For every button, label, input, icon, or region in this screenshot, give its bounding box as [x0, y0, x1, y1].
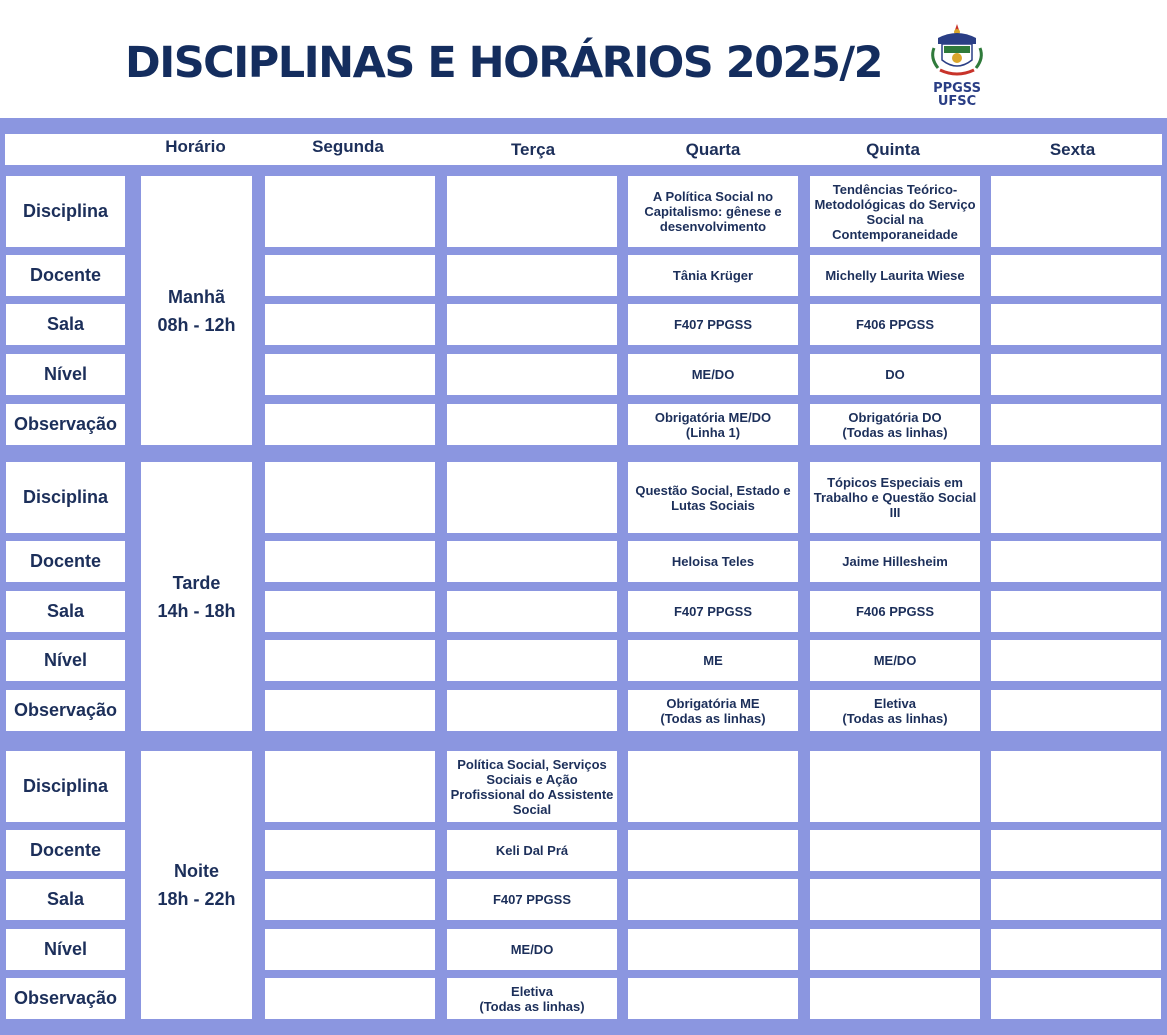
- cell-noite-segunda-sala: [265, 879, 435, 920]
- cell-manha-segunda-observacao: [265, 404, 435, 445]
- cell-tarde-segunda-disciplina: [265, 462, 435, 533]
- coat-of-arms-icon: [922, 22, 992, 82]
- cell-tarde-quinta-observacao: Eletiva (Todas as linhas): [810, 690, 980, 731]
- period-name: Manhã: [167, 286, 225, 307]
- cell-manha-quarta-disciplina: A Política Social no Capitalismo: gênese e desenvolvimento: [628, 176, 798, 247]
- period-cell-manha: [141, 176, 252, 445]
- cell-tarde-quinta-nivel: ME/DO: [810, 640, 980, 681]
- row-label-disciplina: Disciplina: [6, 462, 125, 533]
- cell-tarde-segunda-nivel: [265, 640, 435, 681]
- row-label-docente: Docente: [6, 830, 125, 871]
- ppgss-ufsc-logo: [922, 22, 992, 112]
- cell-noite-quarta-sala: [628, 879, 798, 920]
- row-label-observacao: Observação: [6, 690, 125, 731]
- cell-tarde-terca-nivel: [447, 640, 617, 681]
- row-label-sala: Sala: [6, 879, 125, 920]
- header-horario: Horário: [138, 134, 253, 165]
- cell-noite-segunda-disciplina: [265, 751, 435, 822]
- period-cell-noite: [141, 751, 252, 1019]
- schedule-table: [0, 118, 1167, 1035]
- period-hours: 08h - 12h: [157, 314, 236, 335]
- period-hours: 18h - 22h: [157, 889, 236, 909]
- cell-manha-terca-docente: [447, 255, 617, 296]
- cell-tarde-terca-docente: [447, 541, 617, 582]
- cell-manha-terca-sala: [447, 304, 617, 345]
- cell-noite-terca-sala: F407 PPGSS: [447, 879, 617, 920]
- logo-line-1: PPGSS: [933, 81, 981, 96]
- cell-manha-terca-nivel: [447, 354, 617, 395]
- cell-noite-quarta-disciplina: [628, 751, 798, 822]
- cell-noite-quarta-docente: [628, 830, 798, 871]
- row-label-nivel: Nível: [6, 929, 125, 970]
- cell-manha-sexta-observacao: [991, 404, 1161, 445]
- cell-tarde-terca-disciplina: [447, 462, 617, 533]
- cell-noite-quinta-docente: [810, 830, 980, 871]
- cell-manha-quinta-nivel: DO: [810, 354, 980, 395]
- cell-manha-sexta-nivel: [991, 354, 1161, 395]
- cell-noite-segunda-nivel: [265, 929, 435, 970]
- period-hours: 14h - 18h: [157, 600, 236, 621]
- cell-tarde-sexta-disciplina: [991, 462, 1161, 533]
- cell-noite-segunda-observacao: [265, 978, 435, 1019]
- header-day-quarta: Quarta: [623, 134, 803, 165]
- cell-noite-quarta-nivel: [628, 929, 798, 970]
- cell-tarde-terca-sala: [447, 591, 617, 632]
- header-day-quinta: Quinta: [803, 134, 983, 165]
- cell-tarde-quinta-disciplina: Tópicos Especiais em Trabalho e Questão Social III: [810, 462, 980, 533]
- cell-manha-terca-disciplina: [447, 176, 617, 247]
- cell-manha-quinta-docente: Michelly Laurita Wiese: [810, 255, 980, 296]
- cell-noite-quinta-sala: [810, 879, 980, 920]
- row-label-disciplina: Disciplina: [6, 751, 125, 822]
- row-label-docente: Docente: [6, 541, 125, 582]
- cell-noite-sexta-disciplina: [991, 751, 1161, 822]
- header-day-segunda: Segunda: [253, 134, 443, 165]
- cell-tarde-quinta-docente: Jaime Hillesheim: [810, 541, 980, 582]
- cell-noite-sexta-sala: [991, 879, 1161, 920]
- cell-noite-terca-disciplina: Política Social, Serviços Sociais e Ação Profissional do Assistente Social: [447, 751, 617, 822]
- cell-manha-quarta-nivel: ME/DO: [628, 354, 798, 395]
- cell-noite-quinta-disciplina: [810, 751, 980, 822]
- cell-tarde-segunda-observacao: [265, 690, 435, 731]
- cell-manha-segunda-nivel: [265, 354, 435, 395]
- cell-tarde-quinta-sala: F406 PPGSS: [810, 591, 980, 632]
- page-title: DISCIPLINAS E HORÁRIOS 2025/2: [125, 38, 883, 88]
- cell-tarde-quarta-nivel: ME: [628, 640, 798, 681]
- cell-tarde-sexta-nivel: [991, 640, 1161, 681]
- cell-manha-sexta-disciplina: [991, 176, 1161, 247]
- cell-tarde-sexta-observacao: [991, 690, 1161, 731]
- cell-tarde-sexta-sala: [991, 591, 1161, 632]
- cell-tarde-segunda-sala: [265, 591, 435, 632]
- cell-tarde-terca-observacao: [447, 690, 617, 731]
- cell-tarde-quarta-sala: F407 PPGSS: [628, 591, 798, 632]
- cell-manha-quarta-docente: Tânia Krüger: [628, 255, 798, 296]
- header-day-sexta: Sexta: [983, 134, 1162, 165]
- cell-noite-quinta-nivel: [810, 929, 980, 970]
- cell-manha-quinta-observacao: Obrigatória DO (Todas as linhas): [810, 404, 980, 445]
- cell-tarde-sexta-docente: [991, 541, 1161, 582]
- cell-noite-sexta-nivel: [991, 929, 1161, 970]
- cell-manha-segunda-docente: [265, 255, 435, 296]
- period-name: Noite: [174, 861, 219, 881]
- cell-manha-segunda-sala: [265, 304, 435, 345]
- cell-tarde-quarta-docente: Heloisa Teles: [628, 541, 798, 582]
- row-label-nivel: Nível: [6, 354, 125, 395]
- row-label-sala: Sala: [6, 591, 125, 632]
- cell-noite-sexta-observacao: [991, 978, 1161, 1019]
- row-label-sala: Sala: [6, 304, 125, 345]
- cell-manha-segunda-disciplina: [265, 176, 435, 247]
- period-name: Tarde: [172, 572, 221, 593]
- logo-line-2: UFSC: [937, 94, 977, 109]
- cell-manha-quarta-observacao: Obrigatória ME/DO (Linha 1): [628, 404, 798, 445]
- period-cell-tarde: [141, 462, 252, 731]
- cell-noite-terca-nivel: ME/DO: [447, 929, 617, 970]
- cell-manha-quinta-disciplina: Tendências Teórico-Metodológicas do Serviço Social na Contemporaneidade: [810, 176, 980, 247]
- header-day-terca: Terça: [443, 134, 623, 165]
- cell-noite-quarta-observacao: [628, 978, 798, 1019]
- row-label-disciplina: Disciplina: [6, 176, 125, 247]
- cell-noite-terca-docente: Keli Dal Prá: [447, 830, 617, 871]
- cell-manha-sexta-sala: [991, 304, 1161, 345]
- cell-manha-sexta-docente: [991, 255, 1161, 296]
- cell-tarde-quarta-observacao: Obrigatória ME (Todas as linhas): [628, 690, 798, 731]
- cell-noite-segunda-docente: [265, 830, 435, 871]
- cell-tarde-quarta-disciplina: Questão Social, Estado e Lutas Sociais: [628, 462, 798, 533]
- cell-manha-quarta-sala: F407 PPGSS: [628, 304, 798, 345]
- row-label-nivel: Nível: [6, 640, 125, 681]
- row-label-docente: Docente: [6, 255, 125, 296]
- row-label-observacao: Observação: [6, 978, 125, 1019]
- row-label-observacao: Observação: [6, 404, 125, 445]
- header-blank-cell: [5, 134, 138, 165]
- cell-tarde-segunda-docente: [265, 541, 435, 582]
- cell-manha-terca-observacao: [447, 404, 617, 445]
- cell-noite-sexta-docente: [991, 830, 1161, 871]
- cell-manha-quinta-sala: F406 PPGSS: [810, 304, 980, 345]
- cell-noite-terca-observacao: Eletiva (Todas as linhas): [447, 978, 617, 1019]
- cell-noite-quinta-observacao: [810, 978, 980, 1019]
